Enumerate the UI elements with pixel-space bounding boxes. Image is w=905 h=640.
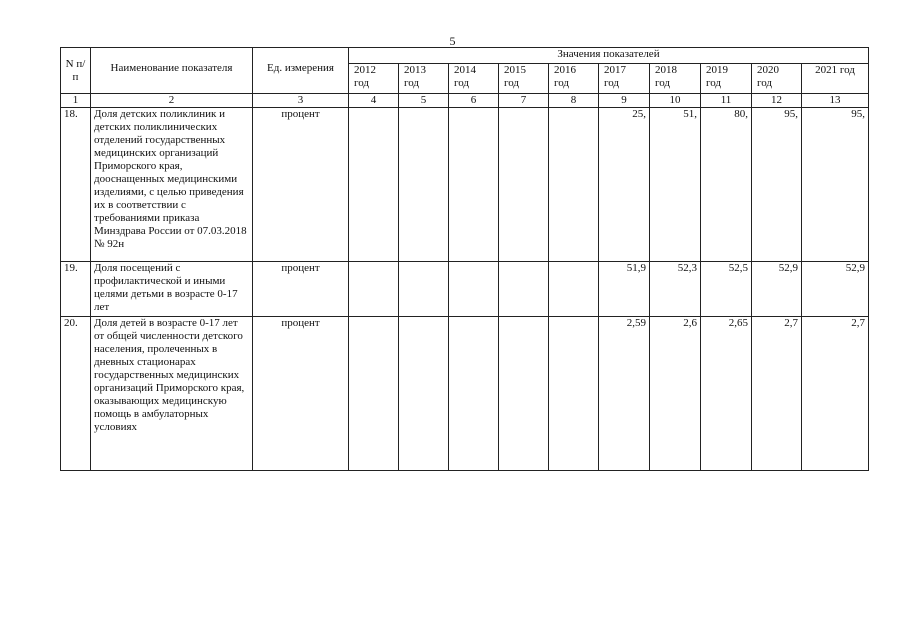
header-year-2012 — [349, 64, 399, 94]
column-number: 1 — [61, 94, 91, 108]
year-label: 2021 год — [815, 64, 855, 76]
year-suffix: год — [706, 77, 722, 89]
value-2012 — [349, 108, 399, 262]
value-2014 — [449, 108, 499, 262]
indicators-table — [60, 47, 869, 471]
value-2021: 95, — [802, 108, 869, 262]
column-number: 12 — [752, 94, 802, 108]
column-number: 6 — [449, 94, 499, 108]
column-number: 5 — [399, 94, 449, 108]
value-2021: 2,7 — [802, 317, 869, 471]
value-2012 — [349, 262, 399, 317]
column-number: 7 — [499, 94, 549, 108]
value-2013 — [399, 108, 449, 262]
value-2018: 2,6 — [650, 317, 701, 471]
value-2016 — [549, 317, 599, 471]
value-2017: 2,59 — [599, 317, 650, 471]
value-2020: 2,7 — [752, 317, 802, 471]
column-number: 11 — [701, 94, 752, 108]
table-row — [61, 262, 869, 317]
unit-cell: процент — [253, 317, 349, 471]
year-label: 2016 — [554, 64, 576, 76]
value-2020: 95, — [752, 108, 802, 262]
value-2014 — [449, 262, 499, 317]
header-year-2015 — [499, 64, 549, 94]
year-label: 2012 — [354, 64, 376, 76]
header-year-2013 — [399, 64, 449, 94]
value-2019: 80, — [701, 108, 752, 262]
value-2017: 51,9 — [599, 262, 650, 317]
page-number: 5 — [449, 34, 456, 48]
unit-cell: процент — [253, 108, 349, 262]
year-label: 2019 — [706, 64, 728, 76]
column-number: 13 — [802, 94, 869, 108]
row-number: 19. — [61, 262, 91, 317]
value-2018: 52,3 — [650, 262, 701, 317]
header-year-2016 — [549, 64, 599, 94]
column-number: 3 — [253, 94, 349, 108]
row-number: 20. — [61, 317, 91, 471]
header-year-2017 — [599, 64, 650, 94]
indicator-name: Доля детей в возрасте 0-17 лет от общей численности детского населения, пролеченных в дневных стационарах государственных медицинских организаций Приморского края, оказывающих медицинскую помощь в амбулаторных условиях — [91, 317, 253, 471]
header-year-2019 — [701, 64, 752, 94]
year-suffix: год — [655, 77, 671, 89]
header-nn: N п/п — [61, 48, 91, 94]
year-suffix: год — [757, 77, 773, 89]
value-2017: 25, — [599, 108, 650, 262]
year-label: 2020 — [757, 64, 779, 76]
value-2013 — [399, 262, 449, 317]
indicator-name: Доля детских поликлиник и детских поликлинических отделений государственных медицинских организаций Приморского края, дооснащенных медицинскими изделиями, с целью приведения их в соответствии с требованиями приказа Минздрава России от 07.03.2018 № 92н — [91, 108, 253, 262]
year-suffix: год — [504, 77, 520, 89]
value-2012 — [349, 317, 399, 471]
row-number: 18. — [61, 108, 91, 262]
year-label: 2018 — [655, 64, 677, 76]
value-2015 — [499, 317, 549, 471]
value-2016 — [549, 108, 599, 262]
year-suffix: год — [554, 77, 570, 89]
value-2014 — [449, 317, 499, 471]
value-2019: 2,65 — [701, 317, 752, 471]
value-2016 — [549, 262, 599, 317]
year-label: 2017 — [604, 64, 626, 76]
column-numbers-row — [61, 94, 869, 108]
unit-cell: процент — [253, 262, 349, 317]
column-number: 8 — [549, 94, 599, 108]
header-year-2018 — [650, 64, 701, 94]
value-2019: 52,5 — [701, 262, 752, 317]
column-number: 4 — [349, 94, 399, 108]
year-suffix: год — [404, 77, 420, 89]
value-2015 — [499, 262, 549, 317]
year-label: 2013 — [404, 64, 426, 76]
column-number: 10 — [650, 94, 701, 108]
header-year-2021 — [802, 64, 869, 94]
value-2015 — [499, 108, 549, 262]
year-suffix: год — [454, 77, 470, 89]
year-suffix: год — [354, 77, 370, 89]
column-number: 2 — [91, 94, 253, 108]
header-indicator-name: Наименование показателя — [91, 48, 253, 94]
header-year-2014 — [449, 64, 499, 94]
column-number: 9 — [599, 94, 650, 108]
header-year-2020 — [752, 64, 802, 94]
header-row-top — [61, 48, 869, 64]
year-suffix: год — [604, 77, 620, 89]
table-row — [61, 317, 869, 471]
value-2013 — [399, 317, 449, 471]
header-values-group: Значения показателей — [349, 48, 869, 64]
header-unit: Ед. измерения — [253, 48, 349, 94]
value-2020: 52,9 — [752, 262, 802, 317]
value-2018: 51, — [650, 108, 701, 262]
value-2021: 52,9 — [802, 262, 869, 317]
indicator-name: Доля посещений с профилактической и иными целями детьми в возрасте 0-17 лет — [91, 262, 253, 317]
table-row — [61, 108, 869, 262]
year-label: 2014 — [454, 64, 476, 76]
year-label: 2015 — [504, 64, 526, 76]
